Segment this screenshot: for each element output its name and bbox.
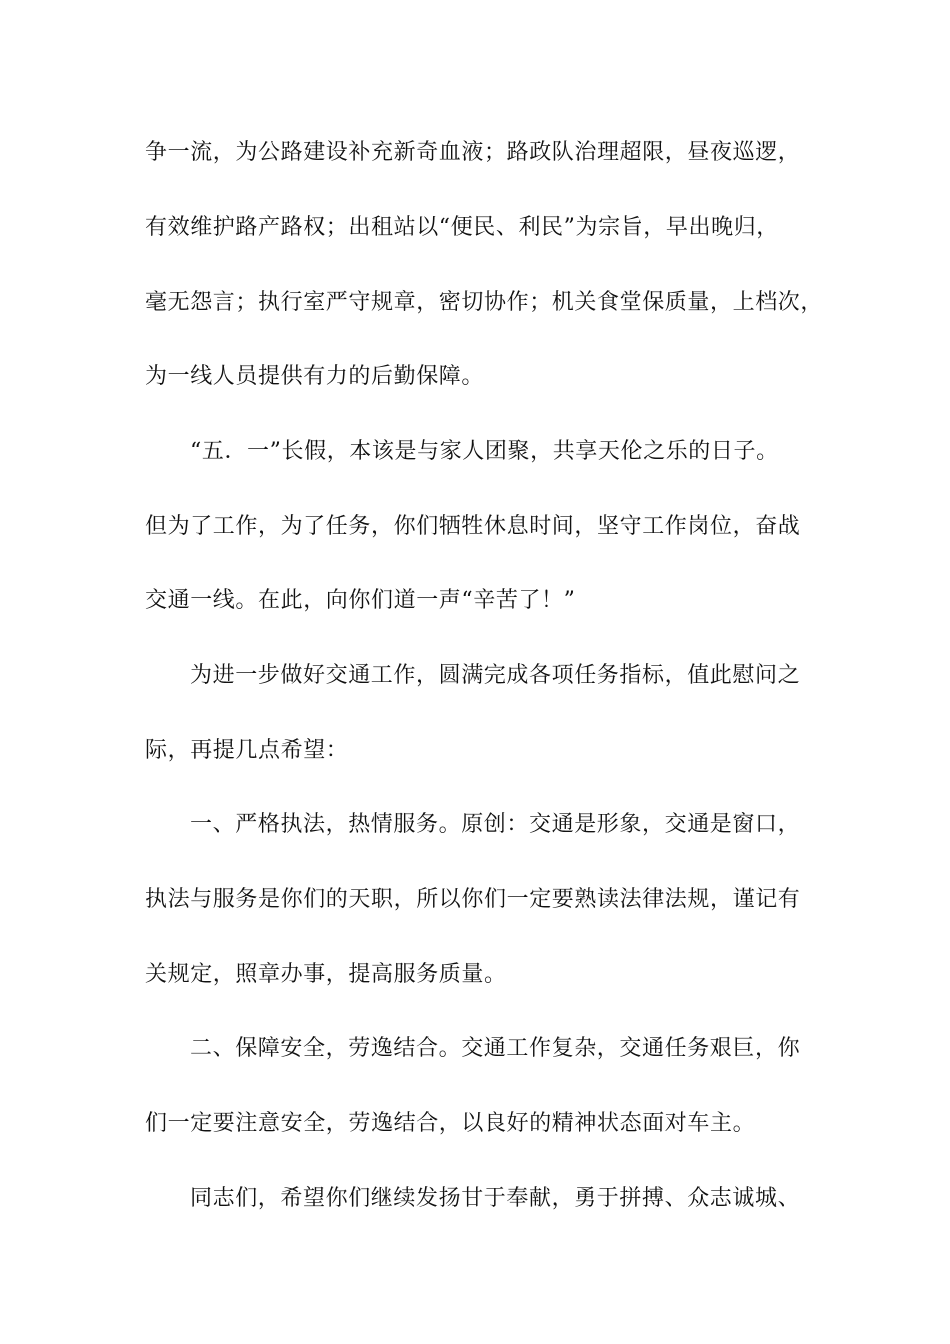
text-line: 一、严格执法，热情服务。原创：交通是形象，交通是窗口，	[190, 812, 801, 837]
text-line: 有效维护路产路权；出租站以“便民、利民”为宗旨，早出晚归，	[145, 215, 779, 240]
text-line: 执法与服务是你们的天职，所以你们一定要熟读法律法规，谨记有	[145, 887, 801, 912]
text-line: 们一定要注意安全，劳逸结合，以良好的精神状态面对车主。	[145, 1111, 756, 1136]
text-line: 但为了工作，为了任务，你们牺牲休息时间，坚守工作岗位，奋战	[145, 514, 801, 539]
text-line: 毫无怨言；执行室严守规章，密切协作；机关食堂保质量，上档次，	[145, 290, 824, 315]
text-line: 交通一线。在此，向你们道一声“辛苦了！”	[145, 588, 576, 613]
text-line: 为一线人员提供有力的后勤保障。	[145, 364, 485, 389]
text-line: 二、保障安全，劳逸结合。交通工作复杂，交通任务艰巨，你	[190, 1036, 801, 1061]
text-line: 际，再提几点希望：	[145, 738, 349, 763]
text-line: 关规定，照章办事，提高服务质量。	[145, 962, 507, 987]
text-line: 同志们，希望你们继续发扬甘于奉献，勇于拼搏、众志诚城、	[190, 1186, 801, 1211]
text-line: “五．一”长假，本该是与家人团聚，共享天伦之乐的日子。	[190, 439, 779, 464]
text-line: 争一流，为公路建设补充新奇血液；路政队治理超限，昼夜巡逻，	[145, 140, 801, 165]
text-line: 为进一步做好交通工作，圆满完成各项任务指标，值此慰问之	[190, 663, 801, 688]
